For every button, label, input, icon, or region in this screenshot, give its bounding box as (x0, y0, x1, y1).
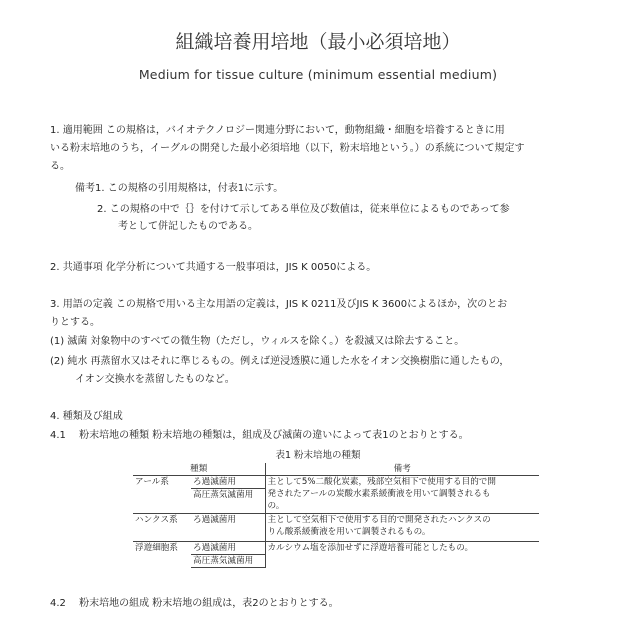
group-cell: ハンクス系 (133, 513, 191, 541)
table-row (133, 513, 539, 541)
table-caption: 表1 粉末培地の種類 (275, 450, 361, 461)
section-1-line-1: 1. 適用範囲 この規格は，バイオテクノロジー関連分野において，動物組織・細胞を培養するときに用 (50, 125, 505, 136)
document-title: 組織培養用培地（最小必須培地） (175, 31, 461, 53)
header-kind: 種類 (133, 463, 265, 476)
remark-1: 備考1. この規格の引用規格は，付表1に示す。 (75, 183, 284, 194)
method-cell: ろ過滅菌用 (191, 513, 265, 541)
definition-2-line-1: (2) 純水 再蒸留水又はそれに準じるもの。例えば逆浸透膜に通した水をイオン交換樹脂に通したもの， (50, 356, 510, 367)
section-1-line-3: る。 (50, 161, 70, 172)
note-line: 主として5%二酸化炭素，残部空気相下で使用する目的で開 (267, 477, 496, 487)
method-cell: 高圧蒸気滅菌用 (191, 489, 265, 514)
media-type-table (133, 463, 539, 568)
note-line: の。 (267, 501, 285, 511)
note-line: 発されたアールの炭酸水素系緩衝液を用いて調製されるも (267, 489, 491, 499)
note-line: 主として空気相下で使用する目的で開発されたハンクスの (267, 514, 491, 525)
section-4-2: 4.2 粉末培地の組成 粉末培地の組成は，表2のとおりとする。 (50, 598, 339, 609)
note-line: りん酸系緩衝液を用いて調製されるもの。 (267, 526, 431, 537)
definition-2-line-2: イオン交換水を蒸留したものなど。 (75, 374, 235, 385)
group-cell (133, 554, 191, 567)
group-cell (133, 489, 191, 514)
table-row (133, 476, 539, 489)
section-3-line-1: 3. 用語の定義 この規格で用いる主な用語の定義は，JIS K 0211及びJIS K 3600によるほか，次のとお (50, 299, 508, 310)
note-cell (265, 541, 539, 567)
section-4-heading: 4. 種類及び組成 (50, 411, 123, 422)
section-3-line-2: りとする。 (50, 317, 100, 328)
method-cell: 高圧蒸気滅菌用 (191, 554, 265, 567)
method-cell: ろ過滅菌用 (191, 476, 265, 489)
definition-1: (1) 滅菌 対象物中のすべての微生物（ただし，ウィルスを除く。）を殺滅又は除去すること。 (50, 336, 465, 347)
section-2: 2. 共通事項 化学分析について共通する一般事項は，JIS K 0050による。 (50, 262, 377, 273)
section-1-line-2: いる粉末培地のうち，イーグルの開発した最小必須培地（以下，粉末培地という。）の系統について規定す (50, 143, 525, 154)
header-note: 備考 (265, 463, 539, 476)
group-cell: 浮遊細胞系 (133, 541, 191, 554)
method-cell: ろ過滅菌用 (191, 541, 265, 554)
document-subtitle: Medium for tissue culture (minimum essential medium) (138, 67, 498, 82)
group-cell: アール系 (135, 477, 169, 487)
table-row (133, 541, 539, 554)
table-header-row (133, 463, 539, 476)
note-line: カルシウム塩を添加せずに浮遊培養可能としたもの。 (267, 542, 474, 553)
section-4-1: 4.1 粉末培地の種類 粉末培地の種類は，組成及び滅菌の違いによって表1のとおりとする。 (50, 430, 469, 441)
note-cell (265, 476, 539, 514)
remark-2-line-1: 2. この規格の中で｛｝を付けて示してある単位及び数値は，従来単位によるものであって参 (97, 204, 510, 215)
remark-2-line-2: 考として併記したものである。 (118, 221, 258, 232)
note-cell (265, 513, 539, 541)
